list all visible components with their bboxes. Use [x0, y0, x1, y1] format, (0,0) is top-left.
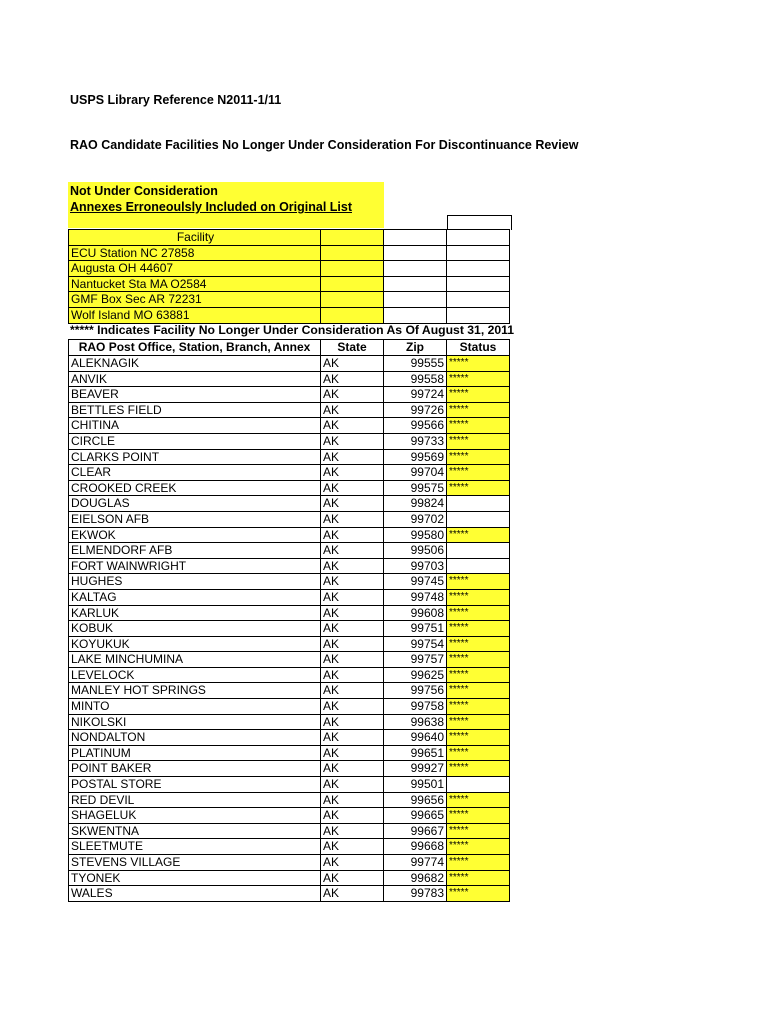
facility-status: *****: [447, 480, 510, 496]
table-row: [69, 808, 510, 824]
column-header-state: State: [321, 340, 384, 356]
facility-name: RED DEVIL: [69, 792, 321, 808]
page-title: RAO Candidate Facilities No Longer Under Consideration For Discontinuance Review: [70, 138, 579, 152]
facility-status: *****: [447, 730, 510, 746]
facility-zip: 99566: [384, 418, 447, 434]
table-row: [69, 714, 510, 730]
facility-status: [447, 496, 510, 512]
facility-zip: 99824: [384, 496, 447, 512]
facility-state: AK: [321, 589, 384, 605]
table-row: [69, 730, 510, 746]
table-row: [69, 870, 510, 886]
facility-name: WALES: [69, 886, 321, 902]
annexes-subheading: Annexes Erroneoulsly Included on Original List: [70, 200, 352, 214]
column-header-name: RAO Post Office, Station, Branch, Annex: [69, 340, 321, 356]
facility-zip: 99751: [384, 621, 447, 637]
facility-name: POSTAL STORE: [69, 777, 321, 793]
facility-name: DOUGLAS: [69, 496, 321, 512]
facility-name: TYONEK: [69, 870, 321, 886]
table-row: [69, 589, 510, 605]
facility-name: STEVENS VILLAGE: [69, 855, 321, 871]
annex-cell: [321, 307, 384, 323]
facility-status: *****: [447, 667, 510, 683]
facility-state: AK: [321, 449, 384, 465]
facility-state: AK: [321, 480, 384, 496]
status-note: ***** Indicates Facility No Longer Under Consideration As Of August 31, 2011: [70, 323, 515, 337]
table-row: [69, 449, 510, 465]
facility-name: ELMENDORF AFB: [69, 543, 321, 559]
annex-cell: [384, 276, 447, 292]
empty-header-cell: [447, 215, 512, 230]
facility-status: [447, 777, 510, 793]
annex-cell: [447, 230, 510, 246]
facility-status: *****: [447, 527, 510, 543]
facility-zip: 99656: [384, 792, 447, 808]
facility-state: AK: [321, 356, 384, 372]
facility-status: *****: [447, 574, 510, 590]
table-row: [69, 387, 510, 403]
facility-status: *****: [447, 402, 510, 418]
facility-state: AK: [321, 683, 384, 699]
facility-status: *****: [447, 465, 510, 481]
table-row: [69, 855, 510, 871]
facility-zip: 99651: [384, 745, 447, 761]
table-row: [69, 636, 510, 652]
table-row: [69, 418, 510, 434]
annex-header-row: [69, 230, 510, 246]
facility-status: *****: [447, 589, 510, 605]
annex-facility: GMF Box Sec AR 72231: [69, 292, 321, 308]
facility-zip: 99733: [384, 433, 447, 449]
facility-state: AK: [321, 387, 384, 403]
facility-zip: 99774: [384, 855, 447, 871]
table-row: [69, 667, 510, 683]
facility-state: AK: [321, 433, 384, 449]
facility-status: *****: [447, 356, 510, 372]
facility-state: AK: [321, 621, 384, 637]
facility-name: SKWENTNA: [69, 823, 321, 839]
facility-status: *****: [447, 714, 510, 730]
facility-state: AK: [321, 543, 384, 559]
annex-cell: [384, 292, 447, 308]
annex-cell: [384, 230, 447, 246]
annex-column-header: Facility: [69, 230, 321, 246]
annex-facility: Augusta OH 44607: [69, 261, 321, 277]
facility-state: AK: [321, 714, 384, 730]
facility-status: *****: [447, 449, 510, 465]
facility-name: SHAGELUK: [69, 808, 321, 824]
facility-zip: 99745: [384, 574, 447, 590]
annex-cell: [447, 261, 510, 277]
facility-status: *****: [447, 699, 510, 715]
table-row: [69, 745, 510, 761]
facility-status: *****: [447, 808, 510, 824]
annex-cell: [447, 307, 510, 323]
facility-name: HUGHES: [69, 574, 321, 590]
facility-status: *****: [447, 433, 510, 449]
facility-state: AK: [321, 371, 384, 387]
facility-status: *****: [447, 621, 510, 637]
facility-state: AK: [321, 745, 384, 761]
table-row: [69, 777, 510, 793]
facility-status: *****: [447, 839, 510, 855]
facility-zip: 99580: [384, 527, 447, 543]
facility-state: AK: [321, 496, 384, 512]
facility-zip: 99682: [384, 870, 447, 886]
library-reference: USPS Library Reference N2011-1/11: [70, 93, 282, 107]
table-row: [69, 699, 510, 715]
table-row: [69, 558, 510, 574]
facility-name: ALEKNAGIK: [69, 356, 321, 372]
facility-zip: 99625: [384, 667, 447, 683]
facility-zip: 99704: [384, 465, 447, 481]
facility-name: CHITINA: [69, 418, 321, 434]
annex-cell: [321, 292, 384, 308]
table-row: [69, 402, 510, 418]
column-header-zip: Zip: [384, 340, 447, 356]
facility-name: CROOKED CREEK: [69, 480, 321, 496]
table-row: [69, 480, 510, 496]
annex-cell: [384, 261, 447, 277]
table-row: [69, 511, 510, 527]
facility-zip: 99783: [384, 886, 447, 902]
facility-name: NONDALTON: [69, 730, 321, 746]
facility-name: FORT WAINWRIGHT: [69, 558, 321, 574]
table-row: [69, 823, 510, 839]
column-header-status: Status: [447, 340, 510, 356]
annex-cell: [321, 245, 384, 261]
annex-heading-block: [68, 182, 384, 228]
table-row: [69, 433, 510, 449]
table-row: [69, 683, 510, 699]
facility-state: AK: [321, 465, 384, 481]
annex-row: [69, 307, 510, 323]
facility-state: AK: [321, 418, 384, 434]
facility-status: *****: [447, 761, 510, 777]
facilities-header-row: [69, 340, 510, 356]
annex-facility: Wolf Island MO 63881: [69, 307, 321, 323]
facility-status: *****: [447, 652, 510, 668]
annex-cell: [321, 261, 384, 277]
facility-name: KARLUK: [69, 605, 321, 621]
annex-cell: [321, 230, 384, 246]
facility-name: LEVELOCK: [69, 667, 321, 683]
annex-cell: [384, 307, 447, 323]
facility-name: BEAVER: [69, 387, 321, 403]
annex-facility: Nantucket Sta MA O2584: [69, 276, 321, 292]
facility-state: AK: [321, 667, 384, 683]
annex-table: [68, 229, 510, 324]
facility-status: *****: [447, 605, 510, 621]
annex-cell: [447, 276, 510, 292]
facility-zip: 99665: [384, 808, 447, 824]
annex-cell: [321, 276, 384, 292]
facility-state: AK: [321, 839, 384, 855]
facility-status: *****: [447, 387, 510, 403]
facility-zip: 99506: [384, 543, 447, 559]
annex-row: [69, 245, 510, 261]
facility-status: *****: [447, 870, 510, 886]
table-row: [69, 371, 510, 387]
facility-name: CLARKS POINT: [69, 449, 321, 465]
facility-zip: 99754: [384, 636, 447, 652]
annex-cell: [384, 245, 447, 261]
facility-name: EIELSON AFB: [69, 511, 321, 527]
facility-name: EKWOK: [69, 527, 321, 543]
facility-state: AK: [321, 855, 384, 871]
table-row: [69, 839, 510, 855]
annex-cell: [447, 245, 510, 261]
facility-status: *****: [447, 636, 510, 652]
facility-state: AK: [321, 652, 384, 668]
facility-state: AK: [321, 823, 384, 839]
facility-name: KOYUKUK: [69, 636, 321, 652]
facility-zip: 99575: [384, 480, 447, 496]
facility-state: AK: [321, 511, 384, 527]
facility-status: [447, 543, 510, 559]
facility-status: *****: [447, 886, 510, 902]
facility-name: LAKE MINCHUMINA: [69, 652, 321, 668]
facility-status: [447, 511, 510, 527]
facility-zip: 99640: [384, 730, 447, 746]
facility-name: CIRCLE: [69, 433, 321, 449]
table-row: [69, 605, 510, 621]
facility-zip: 99638: [384, 714, 447, 730]
facility-zip: 99726: [384, 402, 447, 418]
facility-state: AK: [321, 636, 384, 652]
facility-state: AK: [321, 808, 384, 824]
facility-status: *****: [447, 823, 510, 839]
facility-zip: 99758: [384, 699, 447, 715]
annex-row: [69, 261, 510, 277]
facility-name: PLATINUM: [69, 745, 321, 761]
facility-status: *****: [447, 418, 510, 434]
facility-zip: 99757: [384, 652, 447, 668]
annex-facility: ECU Station NC 27858: [69, 245, 321, 261]
facility-name: NIKOLSKI: [69, 714, 321, 730]
table-row: [69, 527, 510, 543]
table-row: [69, 621, 510, 637]
table-row: [69, 761, 510, 777]
facility-state: AK: [321, 558, 384, 574]
facility-state: AK: [321, 699, 384, 715]
facility-status: *****: [447, 745, 510, 761]
table-row: [69, 792, 510, 808]
facility-state: AK: [321, 574, 384, 590]
facility-state: AK: [321, 777, 384, 793]
facility-zip: 99501: [384, 777, 447, 793]
facility-zip: 99555: [384, 356, 447, 372]
facility-zip: 99703: [384, 558, 447, 574]
table-row: [69, 652, 510, 668]
facility-zip: 99756: [384, 683, 447, 699]
facility-state: AK: [321, 886, 384, 902]
facility-zip: 99702: [384, 511, 447, 527]
facility-zip: 99724: [384, 387, 447, 403]
facility-name: SLEETMUTE: [69, 839, 321, 855]
annex-row: [69, 292, 510, 308]
facility-state: AK: [321, 761, 384, 777]
facility-state: AK: [321, 730, 384, 746]
facility-status: *****: [447, 855, 510, 871]
facility-name: MANLEY HOT SPRINGS: [69, 683, 321, 699]
facility-state: AK: [321, 402, 384, 418]
table-row: [69, 465, 510, 481]
facility-state: AK: [321, 527, 384, 543]
table-row: [69, 543, 510, 559]
facility-status: *****: [447, 371, 510, 387]
facility-zip: 99748: [384, 589, 447, 605]
facility-state: AK: [321, 792, 384, 808]
facility-zip: 99668: [384, 839, 447, 855]
facility-zip: 99927: [384, 761, 447, 777]
facility-zip: 99569: [384, 449, 447, 465]
table-row: [69, 574, 510, 590]
facility-name: KOBUK: [69, 621, 321, 637]
facility-zip: 99558: [384, 371, 447, 387]
table-row: [69, 356, 510, 372]
facility-name: MINTO: [69, 699, 321, 715]
not-under-consideration-heading: Not Under Consideration: [70, 184, 218, 198]
facility-name: ANVIK: [69, 371, 321, 387]
facility-zip: 99667: [384, 823, 447, 839]
facility-status: *****: [447, 792, 510, 808]
facility-name: CLEAR: [69, 465, 321, 481]
facility-status: [447, 558, 510, 574]
annex-row: [69, 276, 510, 292]
facility-state: AK: [321, 605, 384, 621]
facilities-table: [68, 339, 510, 902]
facility-state: AK: [321, 870, 384, 886]
facility-name: POINT BAKER: [69, 761, 321, 777]
facility-name: BETTLES FIELD: [69, 402, 321, 418]
table-row: [69, 886, 510, 902]
facility-status: *****: [447, 683, 510, 699]
facility-zip: 99608: [384, 605, 447, 621]
annex-cell: [447, 292, 510, 308]
table-row: [69, 496, 510, 512]
facility-name: KALTAG: [69, 589, 321, 605]
